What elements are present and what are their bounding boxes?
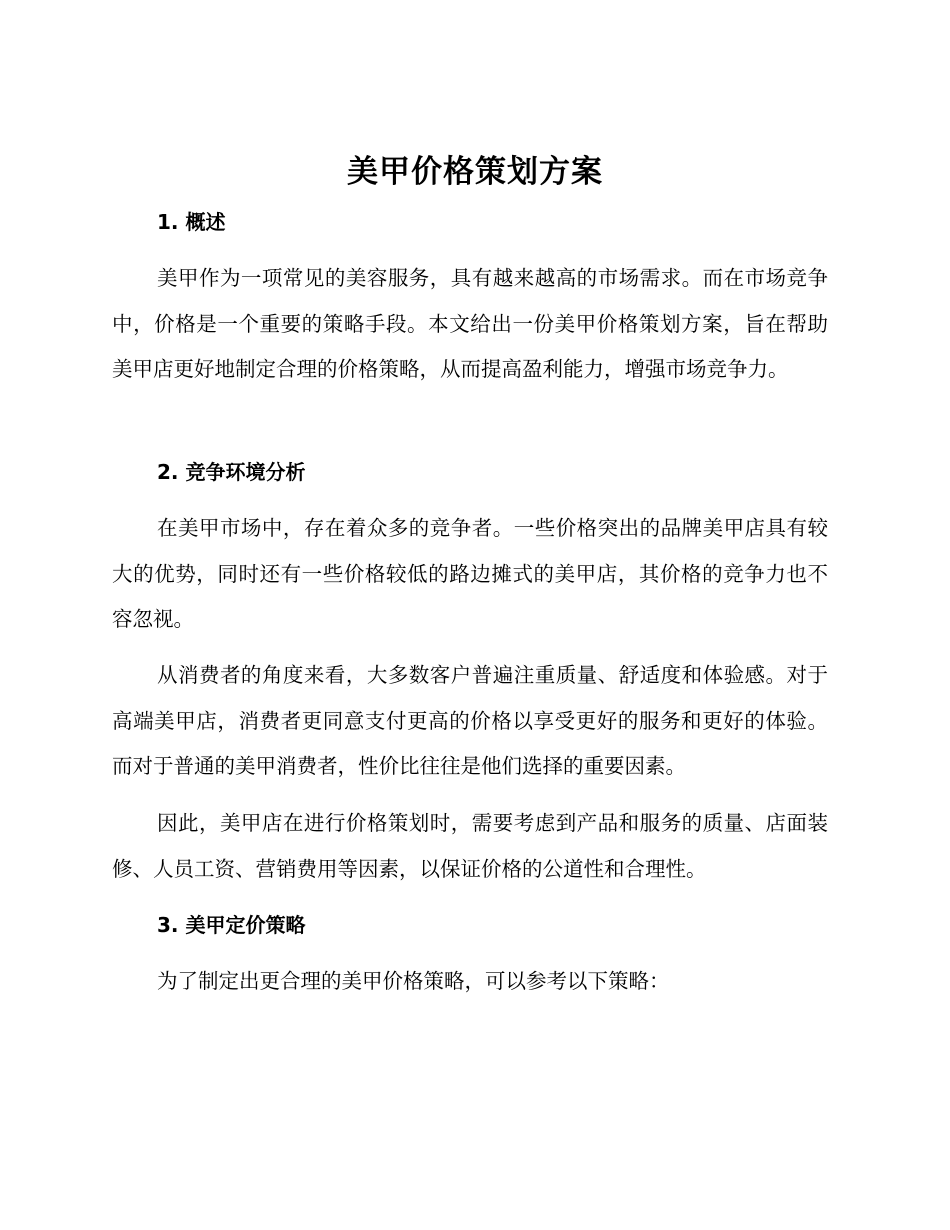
paragraph-overview: 美甲作为一项常见的美容服务，具有越来越高的市场需求。而在市场竞争中，价格是一个重要的策略手段。本文给出一份美甲价格策划方案，旨在帮助美甲店更好地制定合理的价格策略，从而提高盈利能力，增强市场竞争力。 bbox=[112, 266, 828, 381]
paragraph-competitors: 在美甲市场中，存在着众多的竞争者。一些价格突出的品牌美甲店具有较大的优势，同时还有一些价格较低的路边摊式的美甲店，其价格的竞争力也不容忽视。 bbox=[112, 516, 828, 631]
document-title: 美甲价格策划方案 bbox=[347, 154, 603, 190]
paragraph-pricing-factors: 因此，美甲店在进行价格策划时，需要考虑到产品和服务的质量、店面装修、人员工资、营销费用等因素，以保证价格的公道性和合理性。 bbox=[112, 811, 828, 881]
paragraph-consumers: 从消费者的角度来看，大多数客户普遍注重质量、舒适度和体验感。对于高端美甲店，消费者更同意支付更高的价格以享受更好的服务和更好的体验。而对于普通的美甲消费者，性价比往往是他们选择的重要因素。 bbox=[112, 663, 828, 778]
section-heading-pricing-strategy: 3. 美甲定价策略 bbox=[157, 913, 306, 937]
paragraph-strategy-intro: 为了制定出更合理的美甲价格策略，可以参考以下策略： bbox=[157, 969, 670, 993]
section-heading-competition: 2. 竞争环境分析 bbox=[157, 460, 306, 484]
section-heading-overview: 1. 概述 bbox=[157, 210, 226, 234]
